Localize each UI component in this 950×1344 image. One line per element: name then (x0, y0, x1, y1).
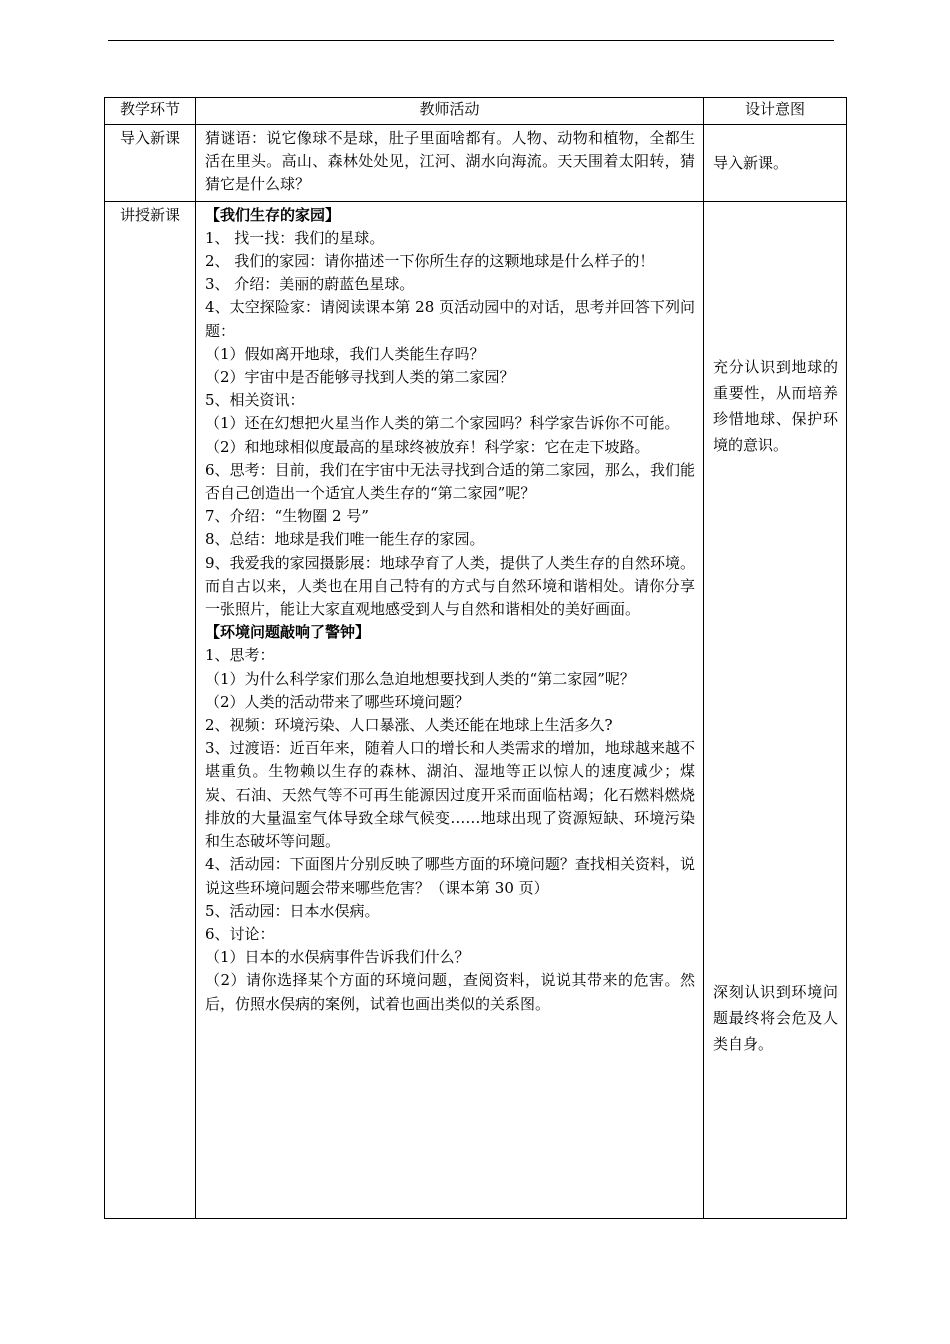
list-item: 1、思考： (205, 646, 275, 665)
header-stage: 教学环节 (105, 98, 196, 125)
list-item: 4、活动园：下面图片分别反映了哪些方面的环境问题？查找相关资料，说说这些环境问题会带来哪些危害？（课本第 30 页） (205, 855, 695, 897)
section-title-home: 【我们生存的家园】 (205, 205, 341, 224)
list-item: 8、总结：地球是我们唯一能生存的家园。 (205, 530, 485, 549)
table-header-row (105, 98, 847, 125)
list-item: （1）假如离开地球，我们人类能生存吗？ (205, 344, 485, 363)
list-item: （1）为什么科学家们那么急迫地想要找到人类的“第二家园”呢？ (205, 669, 635, 688)
list-item: 7、介绍：“生物圈 2 号” (205, 507, 369, 526)
list-item: 6、思考：目前，我们在宇宙中无法寻找到合适的第二家园，那么，我们能否自己创造出一个适宜人类生存的“第二家园”呢？ (205, 460, 695, 503)
header-intent: 设计意图 (704, 98, 847, 125)
intent-earth-importance: 充分认识到地球的重要性，从而培养珍惜地球、保护环境的意识。 (713, 357, 838, 454)
riddle-text: 猜谜语：说它像球不是球，肚子里面啥都有。人物、动物和植物，全都生活在里头。高山、森林处处见，江河、湖水向海流。天天围着太阳转，猜猜它是什么球？ (205, 129, 695, 194)
list-item: 6、讨论： (205, 924, 275, 943)
intent-environment-problem: 深刻认识到环境问题最终将会危及人类自身。 (713, 982, 838, 1053)
list-item: 9、我爱我的家园摄影展：地球孕育了人类，提供了人类生存的自然环境。而自古以来，人类也在用自己特有的方式与自然环境和谐相处。请你分享一张照片，能让大家直观地感受到人与自然和谐相处的美好画面。 (205, 553, 695, 619)
list-item: 5、相关资讯： (205, 391, 305, 410)
stage-teach: 讲授新课 (105, 201, 196, 1218)
section-title-environment: 【环境问题敲响了警钟】 (205, 623, 371, 642)
list-item: 3、过渡语：近百年来，随着人口的增长和人类需求的增加，地球越来越不堪重负。生物赖以生存的森林、湖泊、湿地等正以惊人的速度减少；煤炭、石油、天然气等不可再生能源因过度开采而面临枯竭；化石燃料燃烧排放的大量温室气体导致全球气候变……地球出现了资源短缺、环境污染和生态破坏等问题。 (205, 739, 695, 851)
list-item: （2）人类的活动带来了哪些环境问题？ (205, 692, 470, 711)
lesson-plan-table (104, 97, 847, 1219)
list-item: （2）宇宙中是否能够寻找到人类的第二家园？ (205, 368, 515, 387)
table-row-teach (105, 201, 847, 1218)
activity-intro (196, 125, 704, 202)
list-item: （2）和地球相似度最高的星球终被放弃！科学家：它在走下坡路。 (205, 437, 650, 456)
stage-intro: 导入新课 (105, 125, 196, 202)
list-item: 4、太空探险家：请阅读课本第 28 页活动园中的对话，思考并回答下列问题： (205, 298, 695, 340)
intent-teach (704, 201, 847, 1218)
list-item: 5、活动园：日本水俣病。 (205, 901, 380, 920)
list-item: （1）日本的水俣病事件告诉我们什么？ (205, 948, 470, 967)
list-item: 2、 我们的家园：请你描述一下你所生存的这颗地球是什么样子的！ (205, 252, 655, 271)
list-item: 3、 介绍：美丽的蔚蓝色星球。 (205, 275, 415, 294)
activity-teach (196, 201, 704, 1218)
table-row-intro (105, 125, 847, 202)
intent-intro: 导入新课。 (704, 125, 847, 202)
header-activity: 教师活动 (196, 98, 704, 125)
header-rule (108, 40, 834, 41)
list-item: 1、 找一找：我们的星球。 (205, 228, 385, 247)
list-item: 2、视频：环境污染、人口暴涨、人类还能在地球上生活多久? (205, 716, 613, 735)
list-item: （2）请你选择某个方面的环境问题，查阅资料，说说其带来的危害。然后，仿照水俣病的案例，试着也画出类似的关系图。 (205, 971, 695, 1013)
list-item: （1）还在幻想把火星当作人类的第二个家园吗？科学家告诉你不可能。 (205, 414, 680, 433)
